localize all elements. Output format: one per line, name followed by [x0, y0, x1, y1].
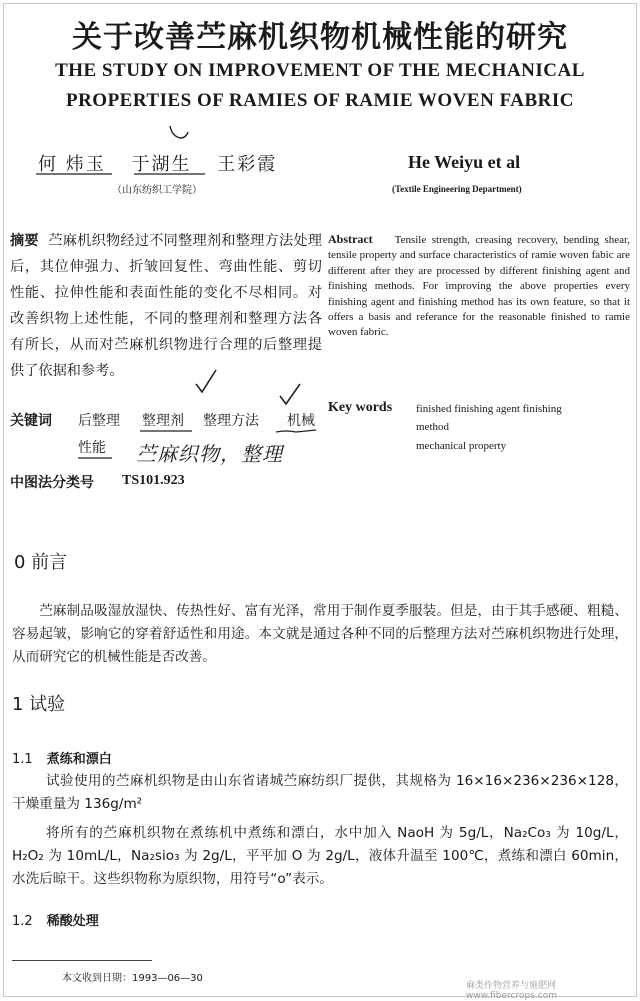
author-2: 于湖生: [131, 154, 192, 175]
classification-label: 中图法分类号: [10, 475, 94, 491]
title-english-line-1: THE STUDY ON IMPROVEMENT OF THE MECHANICAL: [55, 60, 585, 81]
handwritten-check-mark: [170, 126, 188, 138]
section-1-heading: 1 试验: [12, 694, 66, 715]
section-0-heading: 0 前言: [14, 552, 68, 573]
author-3: 王彩霞: [217, 154, 278, 175]
keyword-chinese: 整理方法: [203, 413, 259, 429]
handwritten-check-mark: [196, 370, 216, 392]
subsection-title: 稀酸处理: [46, 914, 99, 929]
title-chinese: 关于改善苎麻机织物机械性能的研究: [72, 20, 568, 55]
subsection-1-1-paragraph-2: 将所有的苎麻机织物在煮练机中煮练和漂白，水中加入 NaoH 为 5g/L，Na₂Co₃ 为 10g/L，H₂O₂ 为 10mL/L，Na₂sio₃ 为 2g/L，平平加 O 为 2g/L，液体升温至 100℃，煮练和漂白 60min，水洗后晾干。这些织物称为原织物，用符号“o”表示。: [12, 825, 628, 887]
title-english-line-2: PROPERTIES OF RAMIES OF RAMIE WOVEN FABRIC: [65, 90, 575, 111]
classification-number: TS101.923: [122, 473, 185, 488]
handwritten-note: 苎麻织物，整理: [136, 442, 283, 466]
subsection-1-1-heading: [12, 748, 112, 767]
abstract-english-label: Abstract: [328, 232, 373, 246]
author-1: 何 炜玉: [38, 154, 106, 175]
keyword-chinese: 性能: [78, 440, 106, 456]
keyword-chinese: 机械: [287, 413, 315, 429]
abstract-english-text: Tensile strength, creasing recovery, bending shear, tensile property and surface characteristics of ramie woven fabic are different after they are processed by different finishing agent and finishing methods. For improving the above properties every finishing agent and finishing method has its own feature, so that it offers a basis and referance for the reasonable finished to ramie woven fabric.: [328, 234, 630, 339]
subsection-1-2-heading: [12, 910, 99, 929]
keyword-chinese: 后整理: [78, 413, 120, 429]
subsection-1-1-paragraph-1: 试验使用的苎麻机织物是由山东省诸城苎麻纺织厂提供，其规格为 16×16×236×236×128，干燥重量为 136g/m²: [12, 773, 628, 812]
watermark: 麻类作物营养与施肥网 www.fibercrops.com: [466, 981, 557, 1001]
keywords-chinese-label: 关键词: [10, 413, 52, 429]
handwritten-underline: [276, 430, 316, 432]
keywords-english-line: mechanical property: [416, 440, 507, 452]
keywords-english-line: finished finishing agent finishing: [416, 403, 562, 415]
keywords-english-line: method: [416, 421, 449, 433]
affiliation-english: (Textile Engineering Department): [392, 184, 522, 194]
subsection-title: 煮练和漂白: [46, 752, 112, 767]
footnote-divider: [12, 960, 152, 961]
keywords-english-label: Key words: [328, 400, 393, 415]
subsection-number: 1.2: [12, 914, 33, 929]
handwritten-check-mark: [280, 384, 300, 404]
keyword-chinese: 整理剂: [142, 413, 184, 429]
abstract-chinese-text: 苎麻机织物经过不同整理剂和整理方法处理后，其位伸强力、折皱回复性、弯曲性能、剪切性能、拉伸性能和表面性能的变化不尽相同。对改善织物上述性能，不同的整理剂和整理方法各有所长，从而对苎麻机织物进行合理的后整理提供了依据和参考。: [10, 233, 322, 379]
abstract-chinese-label: 摘要: [10, 233, 39, 249]
authors-english: He Weiyu et al: [408, 152, 521, 172]
affiliation-chinese: （山东纺织工学院）: [112, 185, 202, 196]
section-0-paragraph: 苎麻制品吸湿放湿快、传热性好、富有光泽，常用于制作夏季服装。但是，由于其手感硬、粗糙、容易起皱，影响它的穿着舒适性和用途。本文就是通过各种不同的后整理方法对苎麻机织物进行处理，从而研究它的机械性能是否改善。: [12, 603, 628, 665]
footnote: 本文收到日期：1993—06—30: [62, 973, 203, 984]
subsection-number: 1.1: [12, 752, 33, 767]
